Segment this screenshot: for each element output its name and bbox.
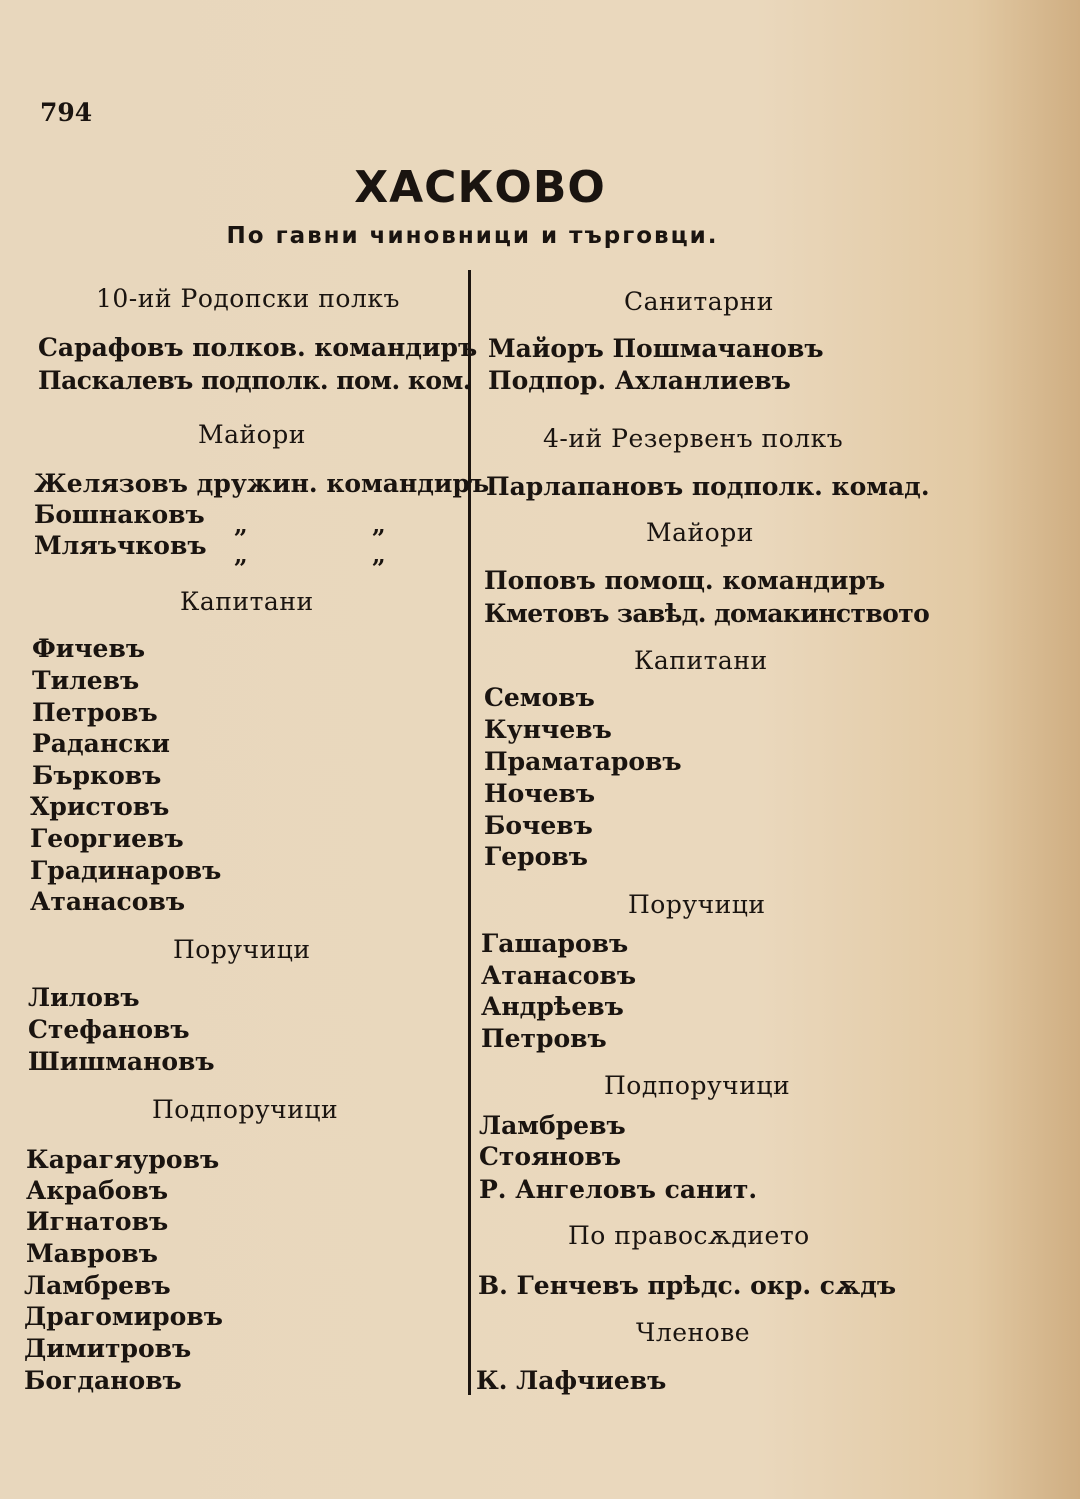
left-sublieutenant-item: Богдановъ xyxy=(24,1366,182,1395)
left-sublieutenant-item: Игнатовъ xyxy=(26,1207,169,1236)
right-captain-item: Праматаровъ xyxy=(484,747,682,776)
right-majors-heading: Майори xyxy=(646,518,754,547)
left-captain-item: Градинаровъ xyxy=(30,856,222,885)
right-lieutenant-item: Петровъ xyxy=(481,1024,607,1053)
right-members-heading: Членове xyxy=(636,1318,751,1347)
right-captain-item: Ночевъ xyxy=(484,779,596,808)
right-captain-item: Бочевъ xyxy=(484,811,593,840)
right-captain-item: Геровъ xyxy=(484,842,588,871)
left-lieutenant-item: Лиловъ xyxy=(28,983,140,1012)
left-majors-heading: Майори xyxy=(198,420,306,449)
ditto-mark: „ xyxy=(234,540,248,569)
right-justice-heading: По правосѫдието xyxy=(568,1221,810,1250)
page-title: ХАСКОВО xyxy=(354,162,606,213)
left-captain-item: Тилевъ xyxy=(32,666,140,695)
left-captains-heading: Капитани xyxy=(180,587,314,616)
right-sublieutenant-item: Р. Ангеловъ санит. xyxy=(479,1175,758,1204)
left-captain-item: Атанасовъ xyxy=(30,887,185,916)
right-captain-item: Кунчевъ xyxy=(484,715,612,744)
left-captain-item: Петровъ xyxy=(32,698,158,727)
left-regiment-line: Сарафовъ полков. командиръ xyxy=(38,333,478,362)
left-major-item: Желязовъ дружин. командиръ xyxy=(34,469,490,498)
right-captain-item: Семовъ xyxy=(484,683,595,712)
right-lieutenant-item: Андрѣевъ xyxy=(481,992,624,1021)
right-lieutenant-item: Атанасовъ xyxy=(481,961,636,990)
ditto-mark: „ xyxy=(372,510,386,539)
page-number: 794 xyxy=(40,98,93,127)
left-sublieutenants-heading: Подпоручици xyxy=(152,1095,339,1124)
left-major-item: Мляъчковъ xyxy=(34,531,207,560)
right-sanitary-line: Майоръ Пошмачановъ xyxy=(488,334,824,363)
right-lieutenants-heading: Поручици xyxy=(628,890,766,919)
ditto-mark: „ xyxy=(372,540,386,569)
page-subtitle: По гавни чиновници и търговци. xyxy=(226,223,719,249)
right-sublieutenants-heading: Подпоручици xyxy=(604,1071,791,1100)
left-sublieutenant-item: Димитровъ xyxy=(24,1334,192,1363)
left-sublieutenant-item: Акрабовъ xyxy=(26,1176,168,1205)
right-reserve-heading: 4-ий Резервенъ полкъ xyxy=(543,424,844,453)
left-sublieutenant-item: Драгомировъ xyxy=(24,1302,223,1331)
right-member-item: К. Лафчиевъ xyxy=(476,1366,667,1395)
ditto-mark: „ xyxy=(234,510,248,539)
left-captain-item: Георгиевъ xyxy=(30,824,184,853)
left-lieutenants-heading: Поручици xyxy=(173,935,311,964)
left-sublieutenant-item: Мавровъ xyxy=(26,1239,158,1268)
right-sublieutenant-item: Ламбревъ xyxy=(479,1111,626,1140)
left-captain-item: Фичевъ xyxy=(32,634,146,663)
right-sublieutenant-item: Стояновъ xyxy=(479,1142,622,1171)
left-lieutenant-item: Стефановъ xyxy=(28,1015,190,1044)
left-sublieutenant-item: Ламбревъ xyxy=(24,1271,171,1300)
left-captain-item: Христовъ xyxy=(30,792,170,821)
right-reserve-line: Парлапановъ подполк. комад. xyxy=(486,472,930,501)
left-lieutenant-item: Шишмановъ xyxy=(28,1047,215,1076)
column-divider xyxy=(468,270,471,1395)
right-lieutenant-item: Гашаровъ xyxy=(481,929,629,958)
left-major-item: Бошнаковъ xyxy=(34,500,205,529)
left-captain-item: Радански xyxy=(32,729,170,758)
left-regiment-line: Паскалевъ подполк. пом. ком. xyxy=(38,366,472,395)
right-major-item: Поповъ помощ. командиръ xyxy=(484,566,886,595)
left-regiment-heading: 10-ий Родопски полкъ xyxy=(96,284,400,313)
right-sanitary-line: Подпор. Ахланлиевъ xyxy=(488,366,791,395)
right-sanitary-heading: Санитарни xyxy=(624,287,774,316)
right-justice-line: В. Генчевъ прѣдс. окр. сѫдъ xyxy=(478,1271,897,1300)
left-captain-item: Бърковъ xyxy=(32,761,162,790)
right-captains-heading: Капитани xyxy=(634,646,768,675)
right-major-item: Кметовъ завѣд. домакинството xyxy=(484,599,930,628)
left-sublieutenant-item: Карагяуровъ xyxy=(26,1145,220,1174)
